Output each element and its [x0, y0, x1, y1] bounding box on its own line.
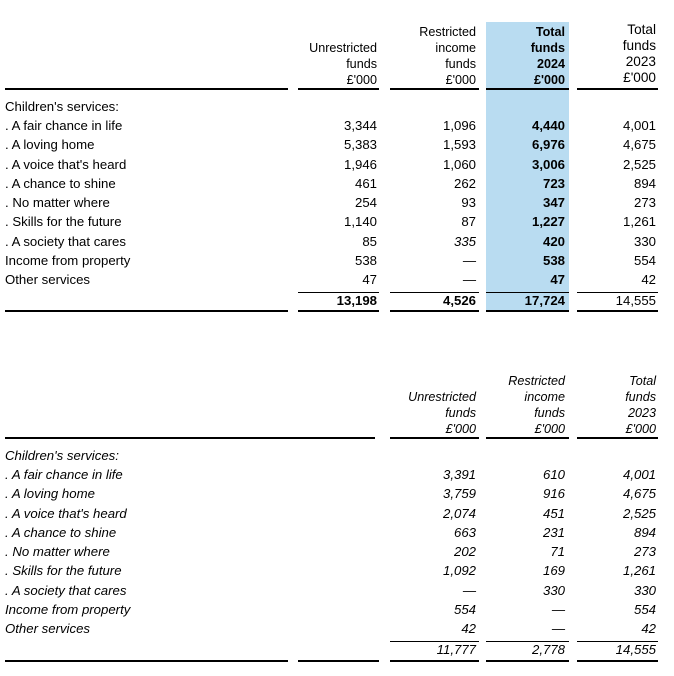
cell-total2023: 2,525 — [622, 505, 656, 521]
row-label: Other services — [5, 621, 91, 636]
cell-total2024: 347 — [542, 195, 565, 210]
cell-restricted: 451 — [542, 505, 565, 521]
cell-restricted: — — [551, 601, 565, 617]
cell-total2023: 2,525 — [622, 156, 656, 172]
cell-total2024: 1,227 — [531, 214, 565, 230]
t1-bottom-rule — [298, 310, 379, 312]
cell-total2023: 4,001 — [622, 467, 656, 482]
cell-unrestricted: — — [462, 582, 476, 598]
t1-total-2024: 17,724 — [524, 293, 565, 308]
t2-total-restricted: 2,778 — [531, 642, 565, 657]
cell-unrestricted: 461 — [354, 175, 377, 191]
t2-total-unrestricted: 11,777 — [436, 642, 476, 657]
row-label: Other services — [5, 272, 91, 287]
cell-total2024: 6,976 — [531, 137, 565, 153]
cell-total2024: 723 — [542, 175, 565, 191]
t1-header-rule — [298, 88, 379, 90]
row-label: . A chance to shine — [5, 524, 117, 540]
t2-header-rule — [486, 437, 569, 439]
cell-unrestricted: 202 — [453, 544, 476, 559]
cell-unrestricted: 538 — [354, 252, 377, 268]
t2-header-total-2023: Total funds 2023 £'000 — [625, 374, 656, 436]
cell-unrestricted: 1,092 — [442, 563, 476, 579]
t2-header-rule — [5, 437, 375, 439]
cell-restricted: — — [462, 272, 476, 287]
cell-total2023: 330 — [633, 582, 656, 598]
cell-total2023: 4,675 — [622, 137, 656, 153]
cell-unrestricted: 254 — [354, 195, 377, 210]
cell-total2023: 554 — [633, 601, 656, 617]
cell-restricted: 262 — [453, 175, 476, 191]
cell-total2023: 330 — [633, 233, 656, 249]
t1-header-rule — [577, 88, 658, 90]
t1-bottom-rule — [577, 310, 658, 312]
t1-header-restricted: Restricted income funds £'000 — [419, 25, 476, 87]
cell-total2023: 1,261 — [622, 563, 656, 579]
cell-unrestricted: 1,140 — [343, 214, 377, 230]
cell-restricted: 1,593 — [442, 137, 476, 153]
cell-unrestricted: 85 — [362, 233, 377, 249]
cell-restricted: 916 — [542, 486, 565, 502]
t1-header-total-2023: Total funds 2023 £'000 — [622, 22, 656, 85]
t2-bottom-rule — [577, 660, 658, 662]
t2-header-rule — [390, 437, 479, 439]
cell-unrestricted: 554 — [453, 601, 476, 617]
cell-restricted: 231 — [542, 524, 565, 540]
row-label: . A voice that's heard — [5, 505, 127, 521]
cell-unrestricted: 5,383 — [343, 137, 377, 153]
cell-unrestricted: 47 — [362, 272, 377, 287]
row-label: . A fair chance in life — [5, 118, 123, 133]
cell-restricted: 1,060 — [442, 156, 476, 172]
t1-bottom-rule — [486, 310, 569, 312]
row-label: . No matter where — [5, 195, 110, 210]
row-label: . A loving home — [5, 137, 95, 153]
cell-restricted: — — [462, 252, 476, 268]
cell-restricted: 330 — [542, 582, 565, 598]
cell-unrestricted: 663 — [453, 524, 476, 540]
row-label: . A society that cares — [5, 233, 126, 249]
cell-total2023: 4,675 — [622, 486, 656, 502]
cell-total2023: 554 — [633, 252, 656, 268]
row-label: . A society that cares — [5, 582, 127, 598]
t2-bottom-rule — [5, 660, 288, 662]
cell-restricted: 1,096 — [442, 118, 476, 133]
cell-total2023: 42 — [641, 621, 656, 636]
t1-header-rule — [486, 88, 569, 90]
cell-unrestricted: 3,759 — [442, 486, 476, 502]
t1-header-unrestricted: Unrestricted funds £'000 — [309, 41, 377, 87]
row-label: . A fair chance in life — [5, 467, 123, 482]
cell-total2024: 47 — [550, 272, 565, 287]
t1-header-total-2024: Total funds 2024 £'000 — [530, 25, 565, 87]
t1-section-label: Children's services: — [5, 99, 119, 114]
cell-unrestricted: 2,074 — [442, 505, 476, 521]
row-label: . No matter where — [5, 544, 110, 559]
cell-restricted: 169 — [542, 563, 565, 579]
cell-unrestricted: 42 — [461, 621, 476, 636]
cell-total2023: 273 — [633, 195, 656, 210]
t2-bottom-rule — [390, 660, 479, 662]
row-label: . Skills for the future — [5, 214, 122, 230]
row-label: Income from property — [5, 252, 131, 268]
cell-total2023: 4,001 — [622, 118, 656, 133]
t2-section-label: Children's services: — [5, 448, 119, 463]
t2-header-restricted: Restricted income funds £'000 — [508, 374, 565, 436]
cell-restricted: 93 — [461, 195, 476, 210]
row-label: . A chance to shine — [5, 175, 116, 191]
cell-total2023: 1,261 — [622, 214, 656, 230]
cell-total2023: 894 — [633, 175, 656, 191]
cell-restricted: 335 — [453, 233, 476, 249]
cell-unrestricted: 3,344 — [343, 118, 377, 133]
cell-unrestricted: 3,391 — [442, 467, 476, 482]
t1-bottom-rule — [5, 310, 288, 312]
cell-total2023: 42 — [641, 272, 656, 287]
t2-header-rule — [577, 437, 658, 439]
row-label: . Skills for the future — [5, 563, 122, 579]
t2-bottom-rule — [298, 660, 379, 662]
row-label: Income from property — [5, 601, 131, 617]
cell-total2023: 273 — [633, 544, 656, 559]
cell-total2023: 894 — [633, 524, 656, 540]
cell-restricted: 71 — [550, 544, 565, 559]
row-label: . A voice that's heard — [5, 156, 127, 172]
cell-total2024: 538 — [542, 252, 565, 268]
t1-total-restricted: 4,526 — [442, 293, 476, 308]
cell-total2024: 420 — [542, 233, 565, 249]
cell-total2024: 4,440 — [531, 118, 565, 133]
cell-restricted: — — [551, 621, 565, 636]
t2-total-2023: 14,555 — [615, 642, 656, 657]
t1-header-rule — [390, 88, 479, 90]
t1-header-rule — [5, 88, 288, 90]
t1-total-unrestricted: 13,198 — [336, 293, 377, 308]
t1-bottom-rule — [390, 310, 479, 312]
cell-unrestricted: 1,946 — [343, 156, 377, 172]
cell-restricted: 87 — [461, 214, 476, 230]
cell-total2024: 3,006 — [531, 156, 565, 172]
t2-bottom-rule — [486, 660, 569, 662]
t2-header-unrestricted: Unrestricted funds £'000 — [408, 390, 476, 436]
t1-total-2023: 14,555 — [615, 293, 656, 308]
row-label: . A loving home — [5, 486, 95, 502]
cell-restricted: 610 — [542, 467, 565, 482]
